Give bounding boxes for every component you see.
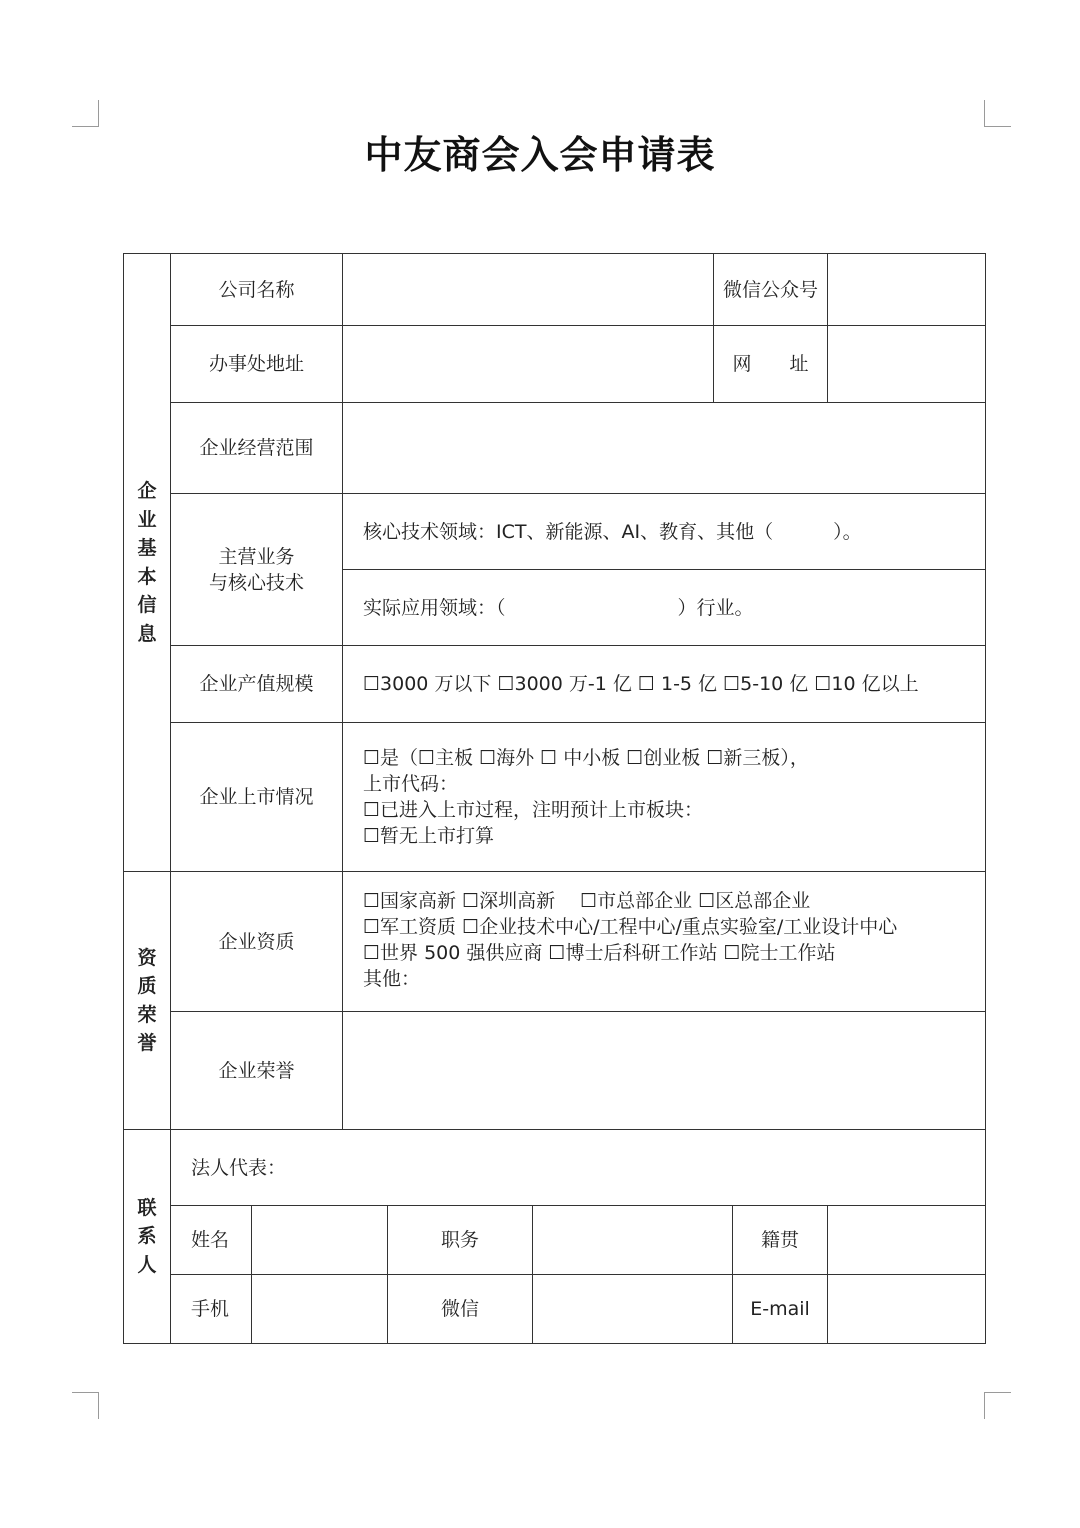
- main-business-label: [170, 493, 343, 646]
- website-field[interactable]: [827, 325, 986, 403]
- mobile-label: 手机: [170, 1274, 252, 1344]
- website-label-char: 网: [732, 353, 752, 375]
- qualification-label: 企业资质: [170, 871, 343, 1012]
- section-char: 人: [137, 1253, 157, 1276]
- section-basic-info: [123, 253, 171, 872]
- section-char: 质: [137, 975, 157, 997]
- listing-option: ☐是（☐主板 ☐海外 ☐ 中小板 ☐创业板 ☐新三板），: [363, 747, 809, 769]
- mobile-field[interactable]: [251, 1274, 388, 1344]
- wechat-account-label: 微信公众号: [713, 253, 828, 326]
- qualification-option: 其他：: [363, 968, 421, 990]
- section-char: 基: [137, 537, 157, 559]
- wechat-account-field[interactable]: [827, 253, 986, 326]
- qualification-option: ☐国家高新 ☐深圳高新 ☐市总部企业 ☐区总部企业: [363, 890, 811, 912]
- section-char: 业: [137, 508, 157, 531]
- position-label: 职务: [387, 1205, 533, 1275]
- main-business-label-line1: 主营业务: [218, 545, 295, 568]
- application-form: [123, 253, 986, 1344]
- crop-mark-top-left: [72, 100, 99, 127]
- output-scale-label: 企业产值规模: [170, 645, 343, 723]
- main-business-label-line2: 与核心技术: [208, 571, 304, 594]
- core-tech-field[interactable]: [342, 493, 986, 570]
- business-scope-label: 企业经营范围: [170, 402, 343, 494]
- qualification-option: ☐军工资质 ☐企业技术中心/工程中心/重点实验室/工业设计中心: [363, 916, 898, 938]
- listing-status-options[interactable]: [342, 722, 986, 872]
- company-name-field[interactable]: [342, 253, 714, 326]
- section-char: 誉: [137, 1032, 157, 1054]
- hometown-field[interactable]: [827, 1205, 986, 1275]
- wechat-label: 微信: [387, 1274, 533, 1344]
- output-scale-options[interactable]: ☐3000 万以下 ☐3000 万-1 亿 ☐ 1-5 亿 ☐5-10 亿 ☐10 亿以上: [342, 645, 986, 723]
- section-char: 联: [137, 1196, 157, 1219]
- core-tech-suffix: ）。: [833, 520, 862, 543]
- business-scope-field[interactable]: [342, 402, 986, 494]
- name-field[interactable]: [251, 1205, 388, 1275]
- hometown-label: 籍贯: [732, 1205, 828, 1275]
- qualification-option: ☐世界 500 强供应商 ☐博士后科研工作站 ☐院士工作站: [363, 942, 836, 964]
- website-label-char: 址: [789, 353, 809, 375]
- core-tech-prefix: 核心技术领域：ICT、新能源、AI、教育、其他（: [363, 520, 774, 543]
- section-contact: [123, 1129, 171, 1344]
- crop-mark-bottom-right: [984, 1392, 1011, 1419]
- office-address-field[interactable]: [342, 325, 714, 403]
- honors-label: 企业荣誉: [170, 1011, 343, 1130]
- crop-mark-top-right: [984, 100, 1011, 127]
- office-address-label: 办事处地址: [170, 325, 343, 403]
- listing-option: 上市代码：: [363, 773, 459, 795]
- website-label: [713, 325, 828, 403]
- page-title: 中友商会入会申请表: [364, 133, 716, 177]
- section-char: 息: [137, 622, 157, 645]
- listing-status-label: 企业上市情况: [170, 722, 343, 872]
- section-char: 资: [137, 946, 157, 969]
- email-field[interactable]: [827, 1274, 986, 1344]
- section-char: 荣: [137, 1003, 157, 1026]
- position-field[interactable]: [532, 1205, 733, 1275]
- legal-rep-field[interactable]: 法人代表：: [170, 1129, 986, 1206]
- wechat-field[interactable]: [532, 1274, 733, 1344]
- qualification-options[interactable]: [342, 871, 986, 1012]
- crop-mark-bottom-left: [72, 1392, 99, 1419]
- section-char: 信: [137, 594, 157, 616]
- section-char: 企: [137, 480, 157, 502]
- listing-option: ☐已进入上市过程，注明预计上市板块：: [363, 799, 704, 821]
- email-label: E-mail: [732, 1274, 828, 1344]
- section-char: 系: [137, 1225, 157, 1248]
- name-label: 姓名: [170, 1205, 252, 1275]
- application-suffix: ）行业。: [677, 596, 754, 619]
- application-field[interactable]: [342, 569, 986, 646]
- company-name-label: 公司名称: [170, 253, 343, 326]
- honors-field[interactable]: [342, 1011, 986, 1130]
- listing-option: ☐暂无上市打算: [363, 825, 495, 847]
- section-char: 本: [137, 565, 157, 588]
- application-prefix: 实际应用领域：（: [363, 596, 506, 619]
- section-qualification: [123, 871, 171, 1130]
